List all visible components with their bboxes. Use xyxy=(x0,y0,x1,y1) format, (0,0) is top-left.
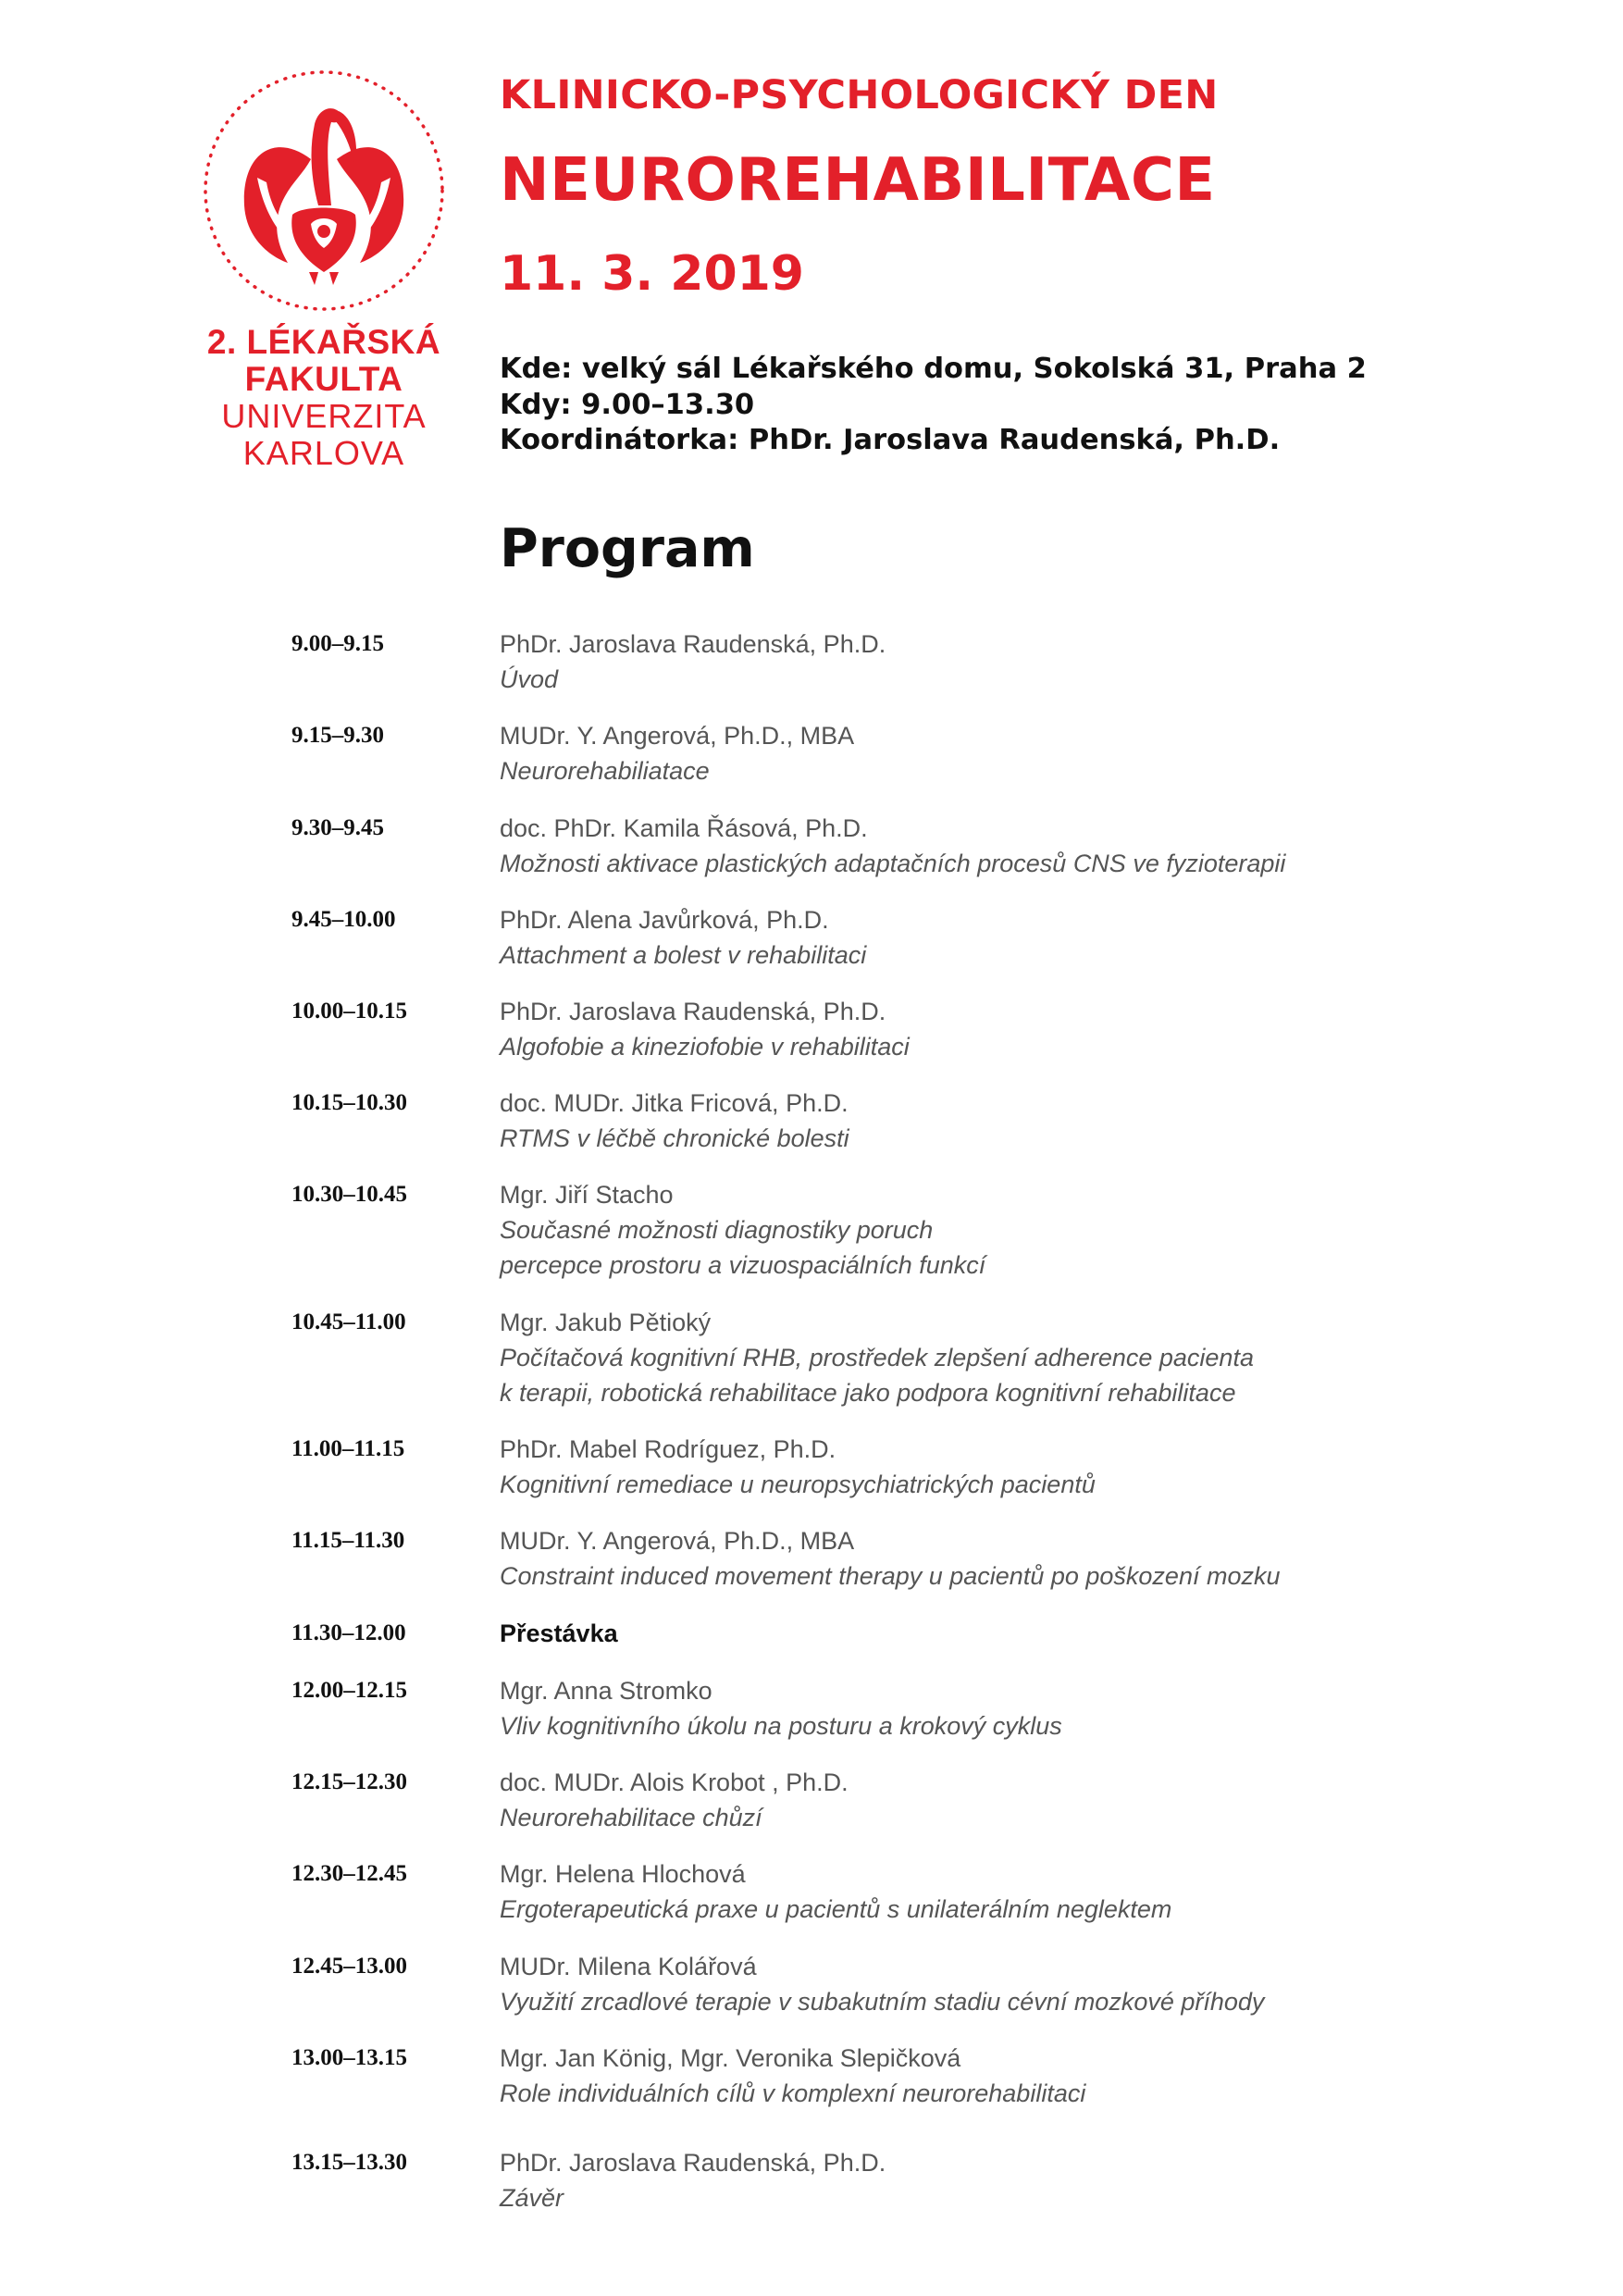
schedule-details xyxy=(500,811,1518,881)
event-date: 11. 3. 2019 xyxy=(500,246,804,302)
event-coordinator: Koordinátorka: PhDr. Jaroslava Raudenská, Ph.D. xyxy=(500,424,1281,456)
schedule-time: 10.30–10.45 xyxy=(291,1182,407,1207)
talk-topic: Neurorehabilitace chůzí xyxy=(500,1804,762,1831)
speaker-name: PhDr. Alena Javůrková, Ph.D. xyxy=(500,906,829,934)
schedule-details xyxy=(500,627,1518,697)
faculty-name-line1: 2. LÉKAŘSKÁ xyxy=(206,323,441,361)
speaker-name: Mgr. Jan König, Mgr. Veronika Slepičková xyxy=(500,2044,961,2072)
speaker-name: doc. PhDr. Kamila Řásová, Ph.D. xyxy=(500,814,868,842)
schedule-time: 12.15–12.30 xyxy=(291,1769,407,1794)
schedule-time: 11.30–12.00 xyxy=(291,1620,406,1645)
break-label: Přestávka xyxy=(500,1620,618,1647)
schedule-details xyxy=(500,2041,1518,2111)
schedule-details xyxy=(500,1523,1518,1594)
schedule-details xyxy=(500,1949,1518,2019)
talk-topic: Kognitivní remediace u neuropsychiatrických pacientů xyxy=(500,1471,1096,1498)
schedule-time: 12.30–12.45 xyxy=(291,1861,407,1886)
schedule-time: 12.45–13.00 xyxy=(291,1954,407,1979)
talk-topic: k terapii, robotická rehabilitace jako podpora kognitivní rehabilitace xyxy=(500,1379,1236,1407)
talk-topic: Počítačová kognitivní RHB, prostředek zlepšení adherence pacienta xyxy=(500,1344,1254,1371)
schedule-time: 9.45–10.00 xyxy=(291,907,396,932)
speaker-name: PhDr. Jaroslava Raudenská, Ph.D. xyxy=(500,2149,886,2177)
schedule-details xyxy=(500,1673,1518,1744)
schedule-details xyxy=(500,994,1518,1064)
schedule-details xyxy=(500,2145,1518,2215)
talk-topic: Neurorehabiliatace xyxy=(500,757,710,785)
schedule-time: 10.00–10.15 xyxy=(291,999,407,1024)
talk-topic: Algofobie a kineziofobie v rehabilitaci xyxy=(500,1033,910,1061)
schedule-time: 9.15–9.30 xyxy=(291,723,384,748)
talk-topic: Vliv kognitivního úkolu na posturu a krokový cyklus xyxy=(500,1712,1062,1740)
schedule-time: 11.00–11.15 xyxy=(291,1436,405,1461)
speaker-name: Mgr. Jakub Pětioký xyxy=(500,1309,712,1336)
speaker-name: MUDr. Milena Kolářová xyxy=(500,1953,757,1980)
speaker-name: Mgr. Anna Stromko xyxy=(500,1677,712,1705)
talk-topic: Constraint induced movement therapy u pacientů po poškození mozku xyxy=(500,1562,1281,1590)
event-title: NEUROREHABILITACE xyxy=(500,146,1216,215)
schedule-details xyxy=(500,902,1518,973)
event-time: Kdy: 9.00–13.30 xyxy=(500,388,755,421)
speaker-name: MUDr. Y. Angerová, Ph.D., MBA xyxy=(500,722,855,750)
schedule-details xyxy=(500,1856,1518,1927)
speaker-name: PhDr. Jaroslava Raudenská, Ph.D. xyxy=(500,998,886,1025)
schedule-details xyxy=(500,1765,1518,1835)
schedule-time: 12.00–12.15 xyxy=(291,1678,407,1703)
speaker-name: PhDr. Mabel Rodríguez, Ph.D. xyxy=(500,1435,836,1463)
schedule-details xyxy=(500,1086,1518,1156)
talk-topic: Ergoterapeutická praxe u pacientů s unilaterálním neglektem xyxy=(500,1895,1172,1923)
speaker-name: Mgr. Helena Hlochová xyxy=(500,1860,746,1888)
schedule-time: 13.15–13.30 xyxy=(291,2150,407,2175)
speaker-name: doc. MUDr. Jitka Fricová, Ph.D. xyxy=(500,1089,849,1117)
schedule-time: 10.15–10.30 xyxy=(291,1090,407,1115)
university-name-line1: UNIVERZITA xyxy=(221,397,427,435)
university-name-line2: KARLOVA xyxy=(242,434,405,472)
speaker-name: Mgr. Jiří Stacho xyxy=(500,1181,674,1209)
talk-topic: Současné možnosti diagnostiky poruch xyxy=(500,1216,934,1244)
faculty-name-line2: FAKULTA xyxy=(244,360,403,398)
schedule-time: 9.00–9.15 xyxy=(291,631,384,656)
schedule-details xyxy=(500,1177,1518,1283)
schedule-time: 9.30–9.45 xyxy=(291,815,384,840)
talk-topic: Role individuálních cílů v komplexní neurorehabilitaci xyxy=(500,2079,1086,2107)
event-subtitle: KLINICKO-PSYCHOLOGICKÝ DEN xyxy=(500,72,1219,118)
schedule-time: 11.15–11.30 xyxy=(291,1528,405,1553)
talk-topic: Attachment a bolest v rehabilitaci xyxy=(500,941,867,969)
speaker-name: PhDr. Jaroslava Raudenská, Ph.D. xyxy=(500,630,886,658)
talk-topic: percepce prostoru a vizuospaciálních funkcí xyxy=(500,1251,986,1279)
speaker-name: doc. MUDr. Alois Krobot , Ph.D. xyxy=(500,1769,849,1796)
event-location: Kde: velký sál Lékařského domu, Sokolská 31, Praha 2 xyxy=(500,353,1367,385)
speaker-name: MUDr. Y. Angerová, Ph.D., MBA xyxy=(500,1527,855,1555)
schedule-details xyxy=(500,718,1518,788)
program-heading: Program xyxy=(500,518,755,579)
schedule-details xyxy=(500,1305,1518,1410)
talk-topic: Závěr xyxy=(500,2184,564,2212)
schedule-details xyxy=(500,1432,1518,1502)
talk-topic: RTMS v léčbě chronické bolesti xyxy=(500,1124,849,1152)
talk-topic: Využití zrcadlové terapie v subakutním stadiu cévní mozkové příhody xyxy=(500,1988,1265,2016)
schedule-time: 10.45–11.00 xyxy=(291,1309,406,1334)
schedule-details xyxy=(500,1616,1518,1651)
talk-topic: Úvod xyxy=(500,665,559,693)
talk-topic: Možnosti aktivace plastických adaptačních procesů CNS ve fyzioterapii xyxy=(500,850,1286,877)
schedule-time: 13.00–13.15 xyxy=(291,2045,407,2070)
